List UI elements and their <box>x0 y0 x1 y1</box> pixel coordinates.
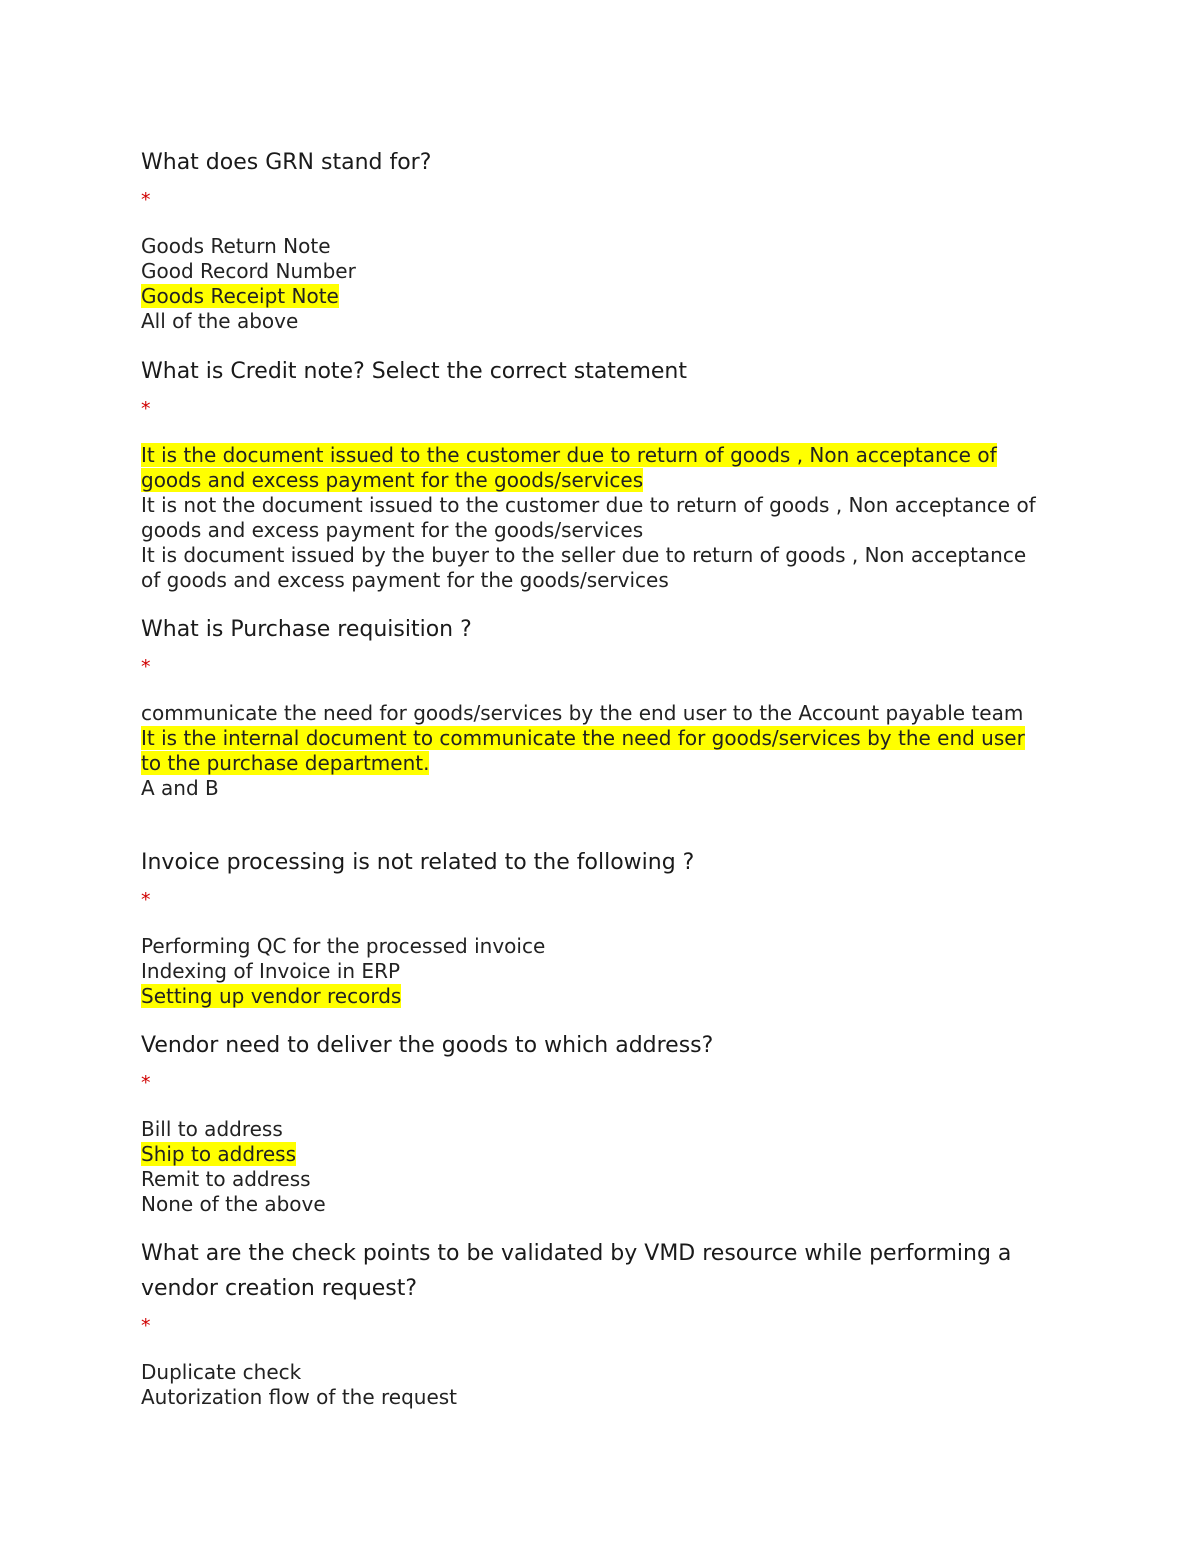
question-1 <box>141 145 1051 334</box>
option-text: Bill to address <box>141 1117 283 1141</box>
option-text: None of the above <box>141 1192 326 1216</box>
option-text: It is not the document issued to the customer due to return of goods , Non acceptance of goods and excess payment for the goods/services <box>141 493 1036 542</box>
option-text: All of the above <box>141 309 299 333</box>
required-mark: * <box>141 1315 151 1337</box>
question-5 <box>141 1028 1051 1217</box>
question-title: Vendor need to deliver the goods to which address? <box>141 1033 714 1058</box>
option-text: communicate the need for goods/services by the end user to the Account payable team <box>141 701 1024 725</box>
options-list <box>141 1117 1051 1217</box>
options-list <box>141 234 1051 334</box>
option <box>141 1385 1051 1410</box>
options-list <box>141 443 1051 593</box>
option-highlighted <box>141 726 1051 776</box>
option <box>141 776 1051 801</box>
question-title: What is Purchase requisition ? <box>141 617 472 642</box>
options-list <box>141 701 1051 801</box>
option-text: Goods Return Note <box>141 234 331 258</box>
question-title: What does GRN stand for? <box>141 150 432 175</box>
question-4 <box>141 845 1051 1009</box>
question-title: What is Credit note? Select the correct statement <box>141 359 688 384</box>
option-text: Indexing of Invoice in ERP <box>141 959 401 983</box>
option-highlighted <box>141 1142 1051 1167</box>
option-highlighted <box>141 284 1051 309</box>
question-2 <box>141 354 1051 593</box>
option <box>141 1167 1051 1192</box>
option <box>141 1192 1051 1217</box>
option <box>141 959 1051 984</box>
option-text: Ship to address <box>141 1142 296 1166</box>
question-6 <box>141 1236 1051 1410</box>
option-text: Duplicate check <box>141 1360 302 1384</box>
option-text: Remit to address <box>141 1167 311 1191</box>
required-mark: * <box>141 889 151 911</box>
required-mark: * <box>141 656 151 678</box>
option-text: It is document issued by the buyer to the seller due to return of goods , Non acceptance of goods and excess payment for the goods/services <box>141 543 1027 592</box>
option <box>141 1117 1051 1142</box>
required-mark: * <box>141 398 151 420</box>
question-title: Invoice processing is not related to the following ? <box>141 850 695 875</box>
option-text: It is the document issued to the customer due to return of goods , Non acceptance of goods and excess payment for the goods/services <box>141 443 997 492</box>
option-text: It is the internal document to communicate the need for goods/services by the end user to the purchase department. <box>141 726 1025 775</box>
question-title: What are the check points to be validated by VMD resource while performing a vendor creation request? <box>141 1241 1012 1301</box>
option-highlighted <box>141 443 1051 493</box>
option <box>141 493 1051 543</box>
question-3 <box>141 612 1051 801</box>
option <box>141 309 1051 334</box>
option <box>141 234 1051 259</box>
option-text: Good Record Number <box>141 259 356 283</box>
option <box>141 934 1051 959</box>
option <box>141 1360 1051 1385</box>
option-text: Goods Receipt Note <box>141 284 339 308</box>
options-list <box>141 1360 1051 1410</box>
option <box>141 543 1051 593</box>
option <box>141 259 1051 284</box>
option-text: Autorization flow of the request <box>141 1385 458 1409</box>
required-mark: * <box>141 1072 151 1094</box>
option-text: Setting up vendor records <box>141 984 402 1008</box>
option-text: Performing QC for the processed invoice <box>141 934 546 958</box>
option <box>141 701 1051 726</box>
option-highlighted <box>141 984 1051 1009</box>
option-text: A and B <box>141 776 219 800</box>
options-list <box>141 934 1051 1009</box>
required-mark: * <box>141 189 151 211</box>
